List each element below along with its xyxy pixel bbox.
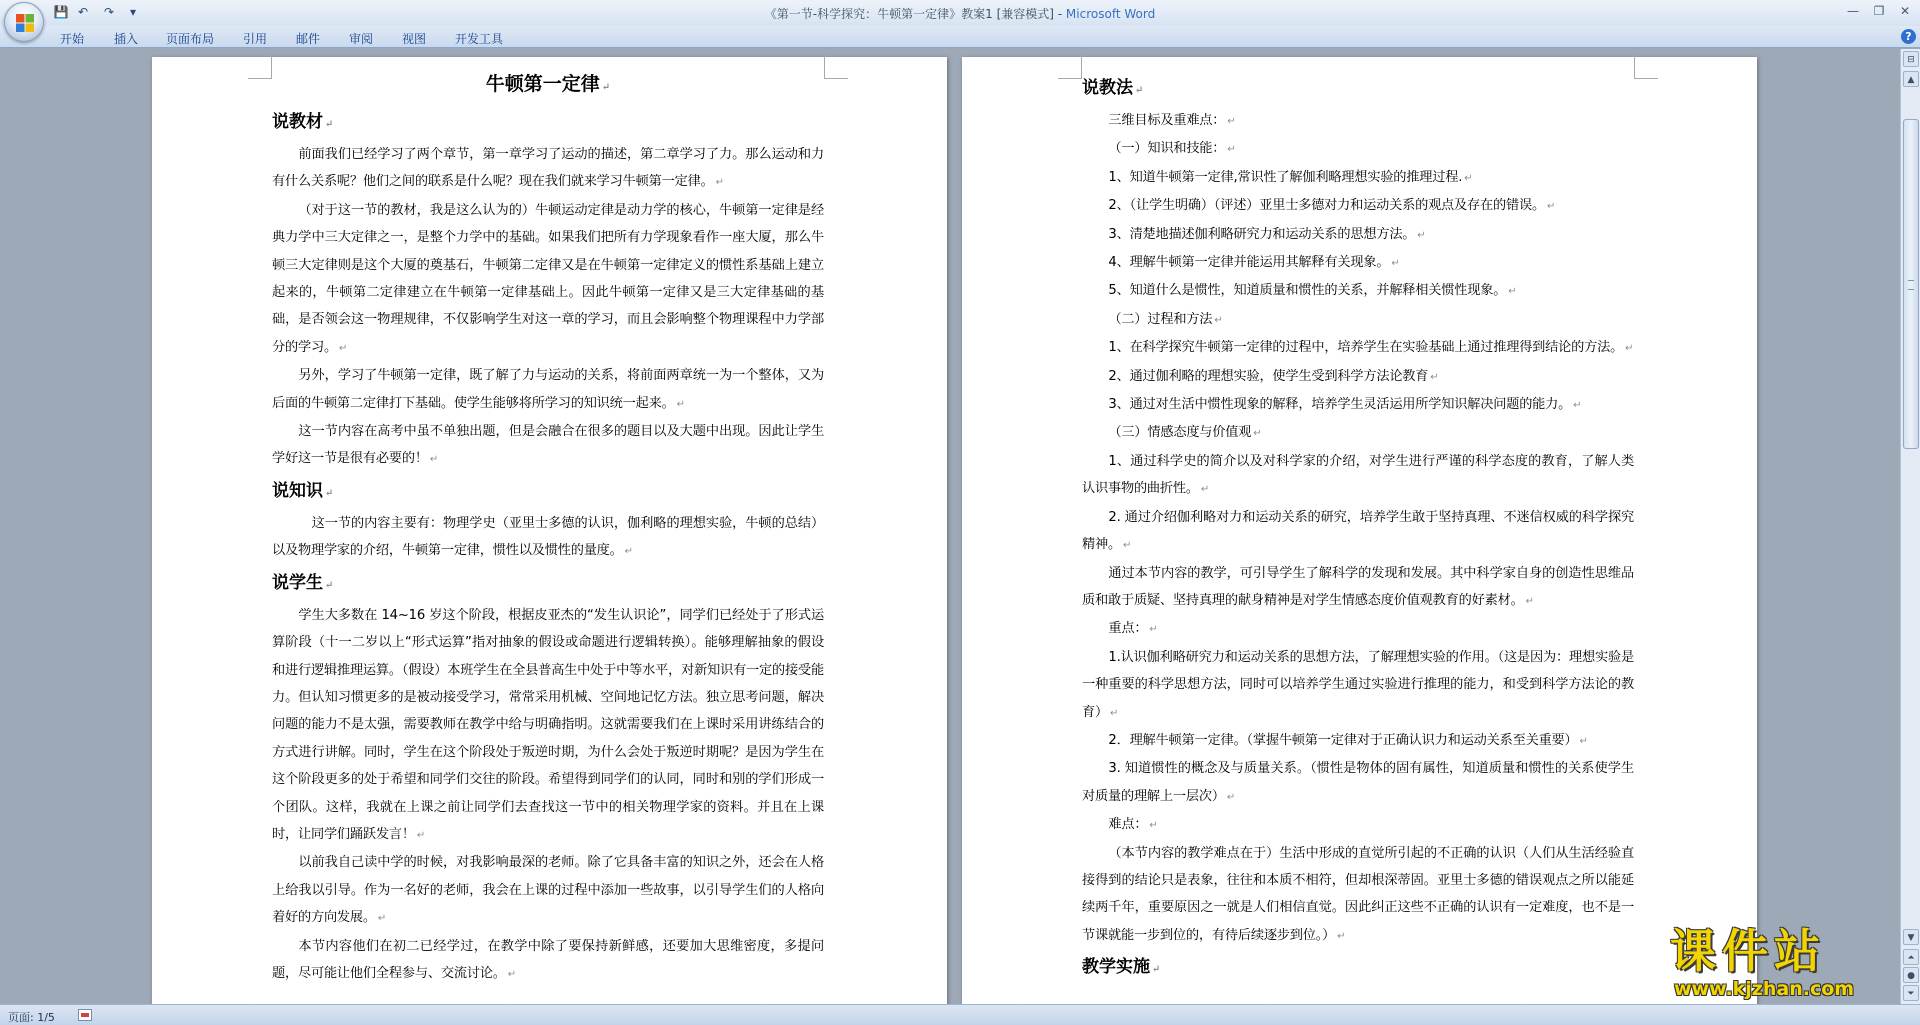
paragraph-mark: ↵	[1625, 343, 1634, 355]
text-line	[1082, 391, 1634, 419]
paragraph-text: 2．理解牛顿第一定律。（掌握牛顿第一定律对于正确认识力和运动关系至关重要）	[1108, 732, 1578, 748]
watermark-url: www.kjzhan.com	[1674, 978, 1855, 1000]
paragraph-mark: ↵	[1417, 229, 1426, 241]
status-bar	[0, 1004, 1920, 1025]
tab-home[interactable]: 开始	[60, 32, 85, 46]
margin-corner-mark	[824, 55, 848, 79]
close-button[interactable]: ✕	[1899, 4, 1911, 18]
paragraph	[272, 510, 824, 566]
text-line	[1082, 419, 1634, 447]
paragraph	[1082, 755, 1634, 811]
paragraph-mark: ↵	[1122, 540, 1132, 552]
paragraph	[1082, 448, 1634, 504]
paragraph-text: （对于这一节的教材，我是这么认为的）牛顿运动定律是动力学的核心，牛顿第一定律是经典力学中三大定律之一，是整个力学中的基础。如果我们把所有力学现象看作一座大厦，那么牛顿三大定律则是这个大厦的奠基石，牛顿第二定律又是在牛顿第一定律定义的惯性系基础上建立起来的，牛顿第二定律建立在牛顿第一定律基础上。因此牛顿第一定律又是三大定律基础的基础，是否领会这一物理规律，不仅影响学生对这一章的学习，而且会影响整个物理课程中力学部分的学习。	[272, 202, 824, 355]
paragraph-text: 1、通过科学史的简介以及对科学家的介绍，对学生进行严谨的科学态度的教育，了解人类认识事物的曲折性。	[1082, 453, 1634, 497]
undo-icon[interactable]: ↶	[77, 5, 89, 19]
section-heading-text: 说教材	[272, 112, 323, 132]
paragraph-text: 以前我自己读中学的时候，对我影响最深的老师。除了它具备丰富的知识之外，还会在人格上给我以引导。作为一名好的老师，我会在上课的过程中添加一些故事，以引导学生们的人格向着好的方向发展。	[272, 855, 824, 926]
scroll-down-icon[interactable]: ▼	[1903, 929, 1919, 945]
paragraph	[272, 197, 824, 362]
line-text: 5、知道什么是惯性，知道质量和惯性的关系，并解释相关惯性现象。	[1108, 283, 1507, 299]
paragraph-mark: ↵	[325, 487, 334, 499]
paragraph-mark: ↵	[1573, 400, 1582, 412]
paragraph-mark: ↵	[377, 913, 387, 925]
paragraph-mark: ↵	[1227, 144, 1236, 156]
paragraph-mark: ↵	[1214, 314, 1223, 326]
office-button[interactable]	[4, 2, 44, 42]
paragraph-mark: ↵	[1579, 735, 1588, 747]
section-heading	[272, 478, 824, 507]
text-line	[1082, 811, 1634, 839]
text-line	[1082, 249, 1634, 277]
section-heading-text: 说学生	[272, 572, 323, 593]
document-title: 《第一节-科学探究：牛顿第一定律》教案1 [兼容模式]	[764, 7, 1054, 21]
paragraph-mark: ↵	[1149, 624, 1158, 636]
margin-corner-mark	[1634, 55, 1658, 79]
tab-developer[interactable]: 开发工具	[455, 32, 504, 46]
line-text: （三）情感态度与价值观	[1108, 425, 1252, 441]
customize-qat-icon[interactable]: ▾	[129, 5, 137, 19]
paragraph-text: 通过本节内容的教学，可引导学生了解科学的发现和发展。其中科学家自身的创造性思维品质和敢于质疑、坚持真理的献身精神是对学生情感态度价值观教育的好素材。	[1082, 565, 1634, 608]
text-line	[1082, 306, 1634, 334]
section-heading-text: 说知识	[272, 480, 323, 501]
page-count[interactable]: 页面: 1/5	[8, 1011, 55, 1024]
line-text: 2、（让学生明确）（评述）亚里士多德对力和运动关系的观点及存在的错误。	[1108, 198, 1545, 214]
paragraph-mark: ↵	[1337, 930, 1346, 942]
scrollbar-thumb[interactable]	[1903, 119, 1919, 449]
paragraph	[272, 602, 824, 850]
paragraph	[1082, 504, 1634, 560]
document-area	[0, 49, 1900, 1004]
difficult-points-label: 难点：	[1108, 817, 1148, 833]
section-heading	[1082, 75, 1634, 104]
paragraph-text: 1、在科学探究牛顿第一定律的过程中，培养学生在实验基础上通过推理得到结论的方法。	[1108, 340, 1624, 356]
tab-page-layout[interactable]: 页面布局	[166, 32, 215, 46]
paragraph-mark: ↵	[1508, 286, 1517, 298]
previous-page-icon[interactable]: ⏶	[1903, 949, 1919, 965]
save-icon[interactable]: 💾	[53, 5, 69, 19]
paragraph-text: 这一节的内容主要有：物理学史（亚里士多德的认识，伽利略的理想实验，牛顿的总结）以及物理学家的介绍，牛顿第一定律，惯性以及惯性的量度。	[272, 515, 824, 559]
line-text: 三维目标及重难点：	[1108, 113, 1226, 128]
paragraph-mark: ↵	[429, 454, 439, 466]
paragraph-text: 3. 知道惯性的概念及与质量关系。（惯性是物体的固有属性，知道质量和惯性的关系使学生对质量的理解上一层次）	[1082, 761, 1634, 804]
paragraph-mark: ↵	[325, 119, 334, 130]
document-page-1[interactable]	[152, 57, 947, 1004]
watermark-title: 课件站	[1670, 924, 1826, 978]
document-heading-text: 牛顿第一定律	[485, 73, 600, 95]
paragraph	[1082, 727, 1634, 755]
help-icon[interactable]: ?	[1901, 29, 1916, 44]
section-heading	[272, 109, 824, 138]
text-line	[1082, 615, 1634, 643]
paragraph-text: 学生大多数在 14~16 岁这个阶段，根据皮亚杰的“发生认识论”，同学们已经处于了形式运算阶段（十一二岁以上“形式运算”指对抽象的假设或命题进行逻辑转换）。能够理解抽象的假设和进行逻辑推理运算。（假设）本班学生在全县普高生中处于中等水平，对新知识有一定的接受能力。但认知习惯更多的是被动接受学习，常常采用机械、空间地记忆方法。独立思考问题，解决问题的能力不是太强，需要教师在教学中给与明确指明。这就需要我们在上课时采用讲练结合的方式进行讲解。同时，学生在这个阶段处于叛逆时期，为什么会处于叛逆时期呢？是因为学生在这个阶段更多的处于希望和同学们交往的阶段。希望得到同学们的认同，同时和别的学们形成一个团队。这样，我就在上课之前让同学们去查找这一节中的相关物理学家的资料。并且在上课时，让同学们踊跃发言！	[272, 607, 824, 842]
paragraph-text: 前面我们已经学习了两个章节，第一章学习了运动的描述，第二章学习了力。那么运动和力有什么关系呢？他们之间的联系是什么呢？现在我们就来学习牛顿第一定律。	[272, 147, 824, 190]
office-logo-icon	[15, 13, 35, 33]
paragraph	[1082, 840, 1634, 951]
paragraph-mark: ↵	[715, 177, 724, 189]
paragraph-mark: ↵	[1152, 964, 1161, 976]
section-heading-text: 说教法	[1082, 78, 1133, 98]
macro-recording-icon[interactable]	[78, 1009, 92, 1021]
paragraph-mark: ↵	[325, 579, 334, 591]
paragraph-mark: ↵	[1464, 172, 1473, 184]
margin-corner-mark	[1058, 55, 1082, 79]
title-separator: -	[1053, 7, 1066, 21]
text-line	[1082, 363, 1634, 391]
next-page-icon[interactable]: ⏷	[1903, 985, 1919, 1001]
tab-review[interactable]: 审阅	[349, 32, 374, 46]
paragraph-mark: ↵	[1253, 428, 1262, 440]
app-name: Microsoft Word	[1065, 7, 1156, 21]
ribbon-tab-bar	[0, 26, 1920, 48]
restore-button[interactable]: ❐	[1873, 4, 1885, 18]
paragraph-text: 2. 通过介绍伽利略对力和运动关系的研究，培养学生敢于坚持真理、不迷信权威的科学探究精神。	[1082, 509, 1634, 553]
line-text: 3、清楚地描述伽利略研究力和运动关系的思想方法。	[1108, 226, 1416, 242]
paragraph-mark: ↵	[601, 82, 611, 93]
paragraph-mark: ↵	[1109, 707, 1119, 719]
paragraph	[1082, 334, 1634, 362]
paragraph	[272, 849, 824, 932]
tab-insert[interactable]: 插入	[114, 32, 139, 46]
paragraph-mark: ↵	[1226, 791, 1236, 803]
paragraph	[272, 418, 824, 474]
paragraph-mark: ↵	[624, 546, 633, 558]
line-text: （二）过程和方法	[1108, 311, 1213, 327]
tab-mailings[interactable]: 邮件	[296, 32, 321, 46]
text-line	[1082, 192, 1634, 220]
paragraph-mark: ↵	[1200, 484, 1210, 496]
text-line	[1082, 164, 1634, 192]
text-line	[1082, 277, 1634, 305]
paragraph-text: 本节内容他们在初二已经学过，在教学中除了要保持新鲜感，还要加大思维密度，多提问题，尽可能让他们全程参与、交流讨论。	[272, 938, 824, 981]
minimize-button[interactable]: —	[1847, 4, 1859, 18]
paragraph	[272, 362, 824, 418]
ruler-toggle-icon[interactable]: ⊟	[1903, 51, 1919, 67]
title-bar	[0, 0, 1920, 26]
section-heading	[272, 570, 824, 599]
paragraph-mark: ↵	[338, 342, 348, 354]
line-text: 2、通过伽利略的理想实验，使学生受到科学方法论教育	[1108, 368, 1429, 384]
scrollbar-grip-icon	[1908, 280, 1914, 290]
paragraph-mark: ↵	[1227, 116, 1236, 127]
paragraph	[272, 933, 824, 989]
text-line	[1082, 135, 1634, 163]
window-title	[0, 5, 1920, 22]
section-heading-text: 教学实施	[1082, 957, 1150, 978]
select-browse-object-icon[interactable]: ●	[1903, 967, 1919, 983]
margin-corner-mark	[248, 55, 272, 79]
paragraph	[1082, 644, 1634, 727]
paragraph-mark: ↵	[416, 829, 426, 841]
line-text: 3、通过对生活中惯性现象的解释，培养学生灵活运用所学知识解决问题的能力。	[1108, 397, 1572, 413]
paragraph-text: 1.认识伽利略研究力和运动关系的思想方法，了解理想实验的作用。（这是因为：理想实验是一种重要的科学思想方法，同时可以培养学生通过实验进行推理的能力，和受到科学方法论的教育）	[1082, 649, 1634, 720]
text-line	[1082, 221, 1634, 249]
text-line	[1082, 107, 1634, 135]
redo-icon[interactable]: ↷	[103, 5, 115, 19]
paragraph-mark: ↵	[1525, 595, 1534, 607]
paragraph	[1082, 560, 1634, 616]
tab-references[interactable]: 引用	[243, 32, 268, 46]
line-text: （一）知识和技能：	[1108, 141, 1226, 157]
paragraph-mark: ↵	[1546, 201, 1556, 213]
vertical-scrollbar[interactable]	[1900, 49, 1920, 1004]
paragraph-text: 这一节内容在高考中虽不单独出题，但是会融合在很多的题目以及大题中出现。因此让学生学好这一节是很有必要的！	[272, 424, 824, 467]
document-page-2[interactable]	[962, 57, 1757, 1004]
paragraph-mark: ↵	[507, 968, 516, 980]
section-heading	[1082, 954, 1634, 983]
paragraph	[272, 141, 824, 197]
line-text: 1、知道牛顿第一定律,常识性了解伽利略理想实验的推理过程.	[1108, 169, 1463, 185]
paragraph-mark: ↵	[1149, 820, 1158, 832]
line-text: 4、理解牛顿第一定律并能运用其解释有关现象。	[1108, 255, 1390, 271]
paragraph-mark: ↵	[1135, 85, 1144, 96]
watermark	[1670, 924, 1905, 1004]
paragraph-mark: ↵	[1391, 258, 1400, 270]
paragraph-text: 另外，学习了牛顿第一定律，既了解了力与运动的关系，将前面两章统一为一个整体，又为后面的牛顿第二定律打下基础。使学生能够将所学习的知识统一起来。	[272, 368, 824, 411]
scroll-up-icon[interactable]: ▲	[1903, 71, 1919, 87]
page-1-content	[272, 71, 824, 988]
page-2-content	[1082, 71, 1634, 986]
paragraph-mark: ↵	[1430, 371, 1439, 383]
document-heading	[272, 71, 824, 101]
paragraph-text: （本节内容的教学难点在于）生活中形成的直觉所引起的不正确的认识（人们从生活经验直接得到的结论只是表象，往往和本质不相符，但却根深蒂固。亚里士多德的错误观点之所以能延续两千年，重要原因之一就是人们相信直觉。因此纠正这些不正确的认识有一定难度，也不是一节课就能一步到位的，有待后续逐步到位。）	[1082, 845, 1634, 943]
paragraph-mark: ↵	[676, 398, 685, 410]
key-points-label: 重点：	[1108, 621, 1148, 637]
tab-view[interactable]: 视图	[402, 32, 427, 46]
